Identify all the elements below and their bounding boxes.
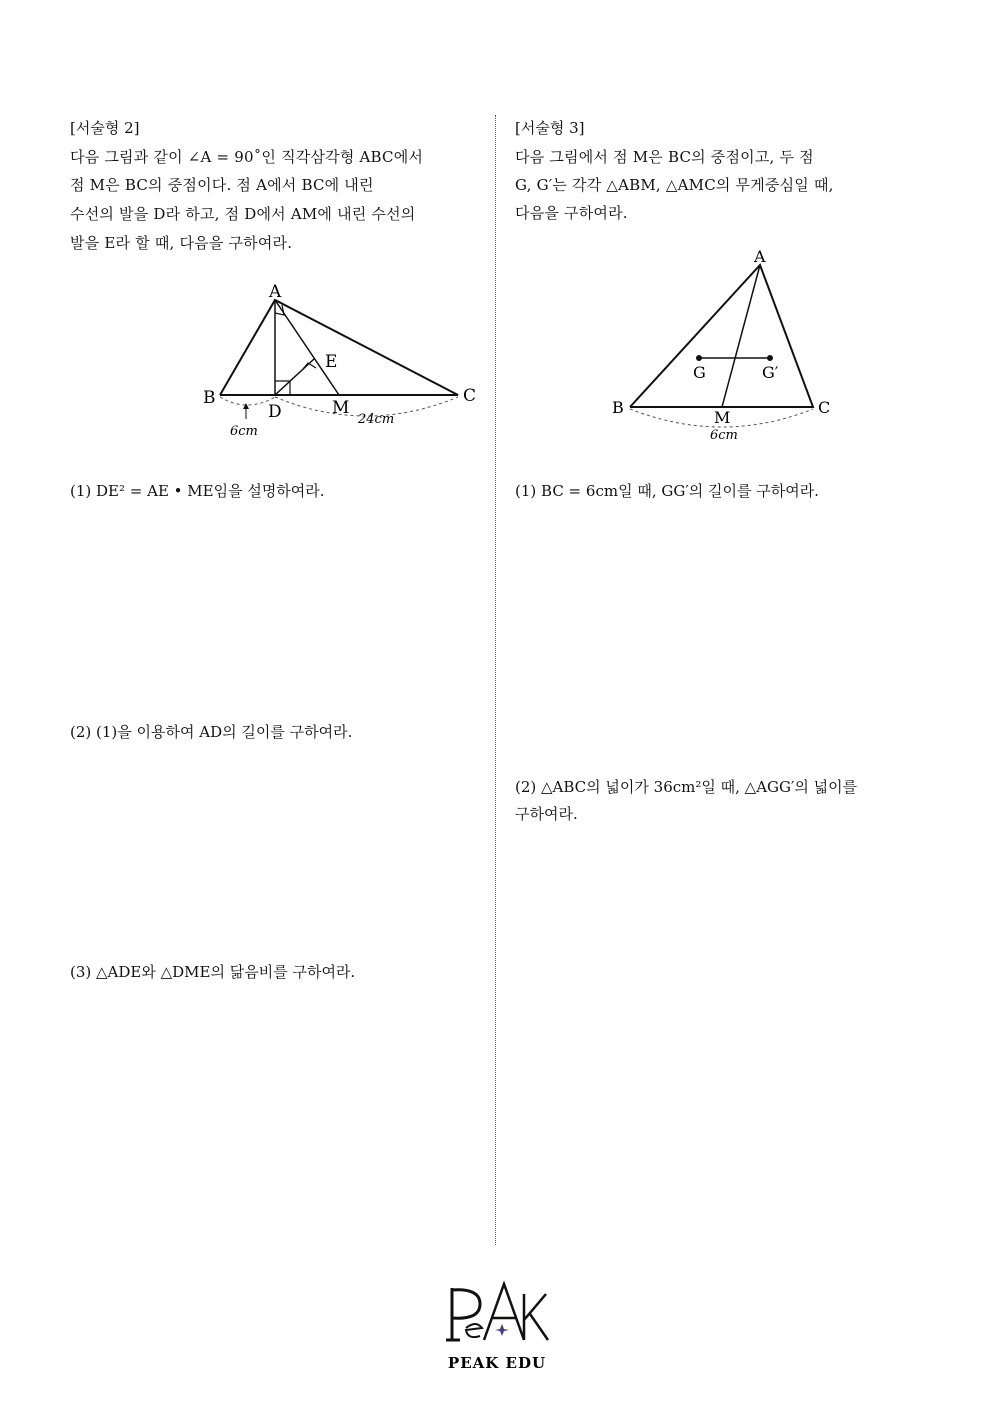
- problem-3-question-2-line-2: 구하여라.: [515, 805, 578, 823]
- peak-edu-logo: [440, 1280, 555, 1375]
- problem-3-question-2-line-1: (2) △ABC의 넓이가 36cm²일 때, △AGG′의 넓이를: [515, 778, 858, 796]
- problem-2-tag: [서술형 2]: [70, 119, 140, 137]
- label-b: B: [612, 398, 624, 417]
- problem-2-question-2: (2) (1)을 이용하여 AD의 길이를 구하여라.: [70, 723, 353, 741]
- centroid-triangle-figure: [605, 240, 845, 450]
- point-g: [696, 355, 702, 361]
- label-c: C: [818, 398, 831, 417]
- triangle-abc: [220, 300, 458, 395]
- problem-2-question-1: (1) DE² = AE • ME임을 설명하여라.: [70, 482, 325, 500]
- point-g-prime: [767, 355, 773, 361]
- arrow-head-6cm: [243, 403, 249, 409]
- label-a: A: [754, 247, 766, 266]
- label-c: C: [463, 386, 477, 406]
- measure-6cm: 6cm: [710, 428, 738, 443]
- logo-caption: PEAK EDU: [447, 1354, 547, 1372]
- label-b: B: [203, 388, 216, 408]
- problem-2-stem-line-4: 발을 E라 할 때, 다음을 구하여라.: [70, 234, 293, 252]
- label-m: M: [714, 408, 731, 427]
- problem-3-question-1: (1) BC = 6cm일 때, GG′의 길이를 구하여라.: [515, 482, 819, 500]
- column-divider: [495, 115, 496, 1245]
- measure-6cm: 6cm: [230, 424, 258, 439]
- problem-3-stem-line-2: G, G′는 각각 △ABM, △AMC의 무게중심일 때,: [515, 176, 834, 194]
- label-g-prime: G′: [762, 363, 779, 382]
- peak-logo-mark: [440, 1280, 555, 1375]
- label-a: A: [269, 282, 282, 302]
- problem-3-tag: [서술형 3]: [515, 119, 585, 137]
- problem-3-stem-line-1: 다음 그림에서 점 M은 BC의 중점이고, 두 점: [515, 148, 814, 166]
- problem-2-stem-line-3: 수선의 발을 D라 하고, 점 D에서 AM에 내린 수선의: [70, 205, 416, 223]
- label-e: E: [325, 352, 338, 372]
- problem-2-stem-line-1: 다음 그림과 같이 ∠A = 90˚인 직각삼각형 ABC에서: [70, 148, 424, 166]
- problem-2-question-3: (3) △ADE와 △DME의 닮음비를 구하여라.: [70, 963, 356, 981]
- label-d: D: [268, 402, 282, 422]
- label-g: G: [693, 363, 706, 382]
- problem-3-stem-line-3: 다음을 구하여라.: [515, 204, 628, 222]
- label-m: M: [332, 398, 350, 418]
- arc-bd: [220, 397, 275, 405]
- right-triangle-figure: [130, 275, 490, 450]
- triangle-abc: [630, 265, 813, 407]
- problem-2-stem-line-2: 점 M은 BC의 중점이다. 점 A에서 BC에 내린: [70, 176, 374, 194]
- measure-24cm: 24cm: [358, 412, 395, 427]
- perpendicular-de: [275, 359, 314, 395]
